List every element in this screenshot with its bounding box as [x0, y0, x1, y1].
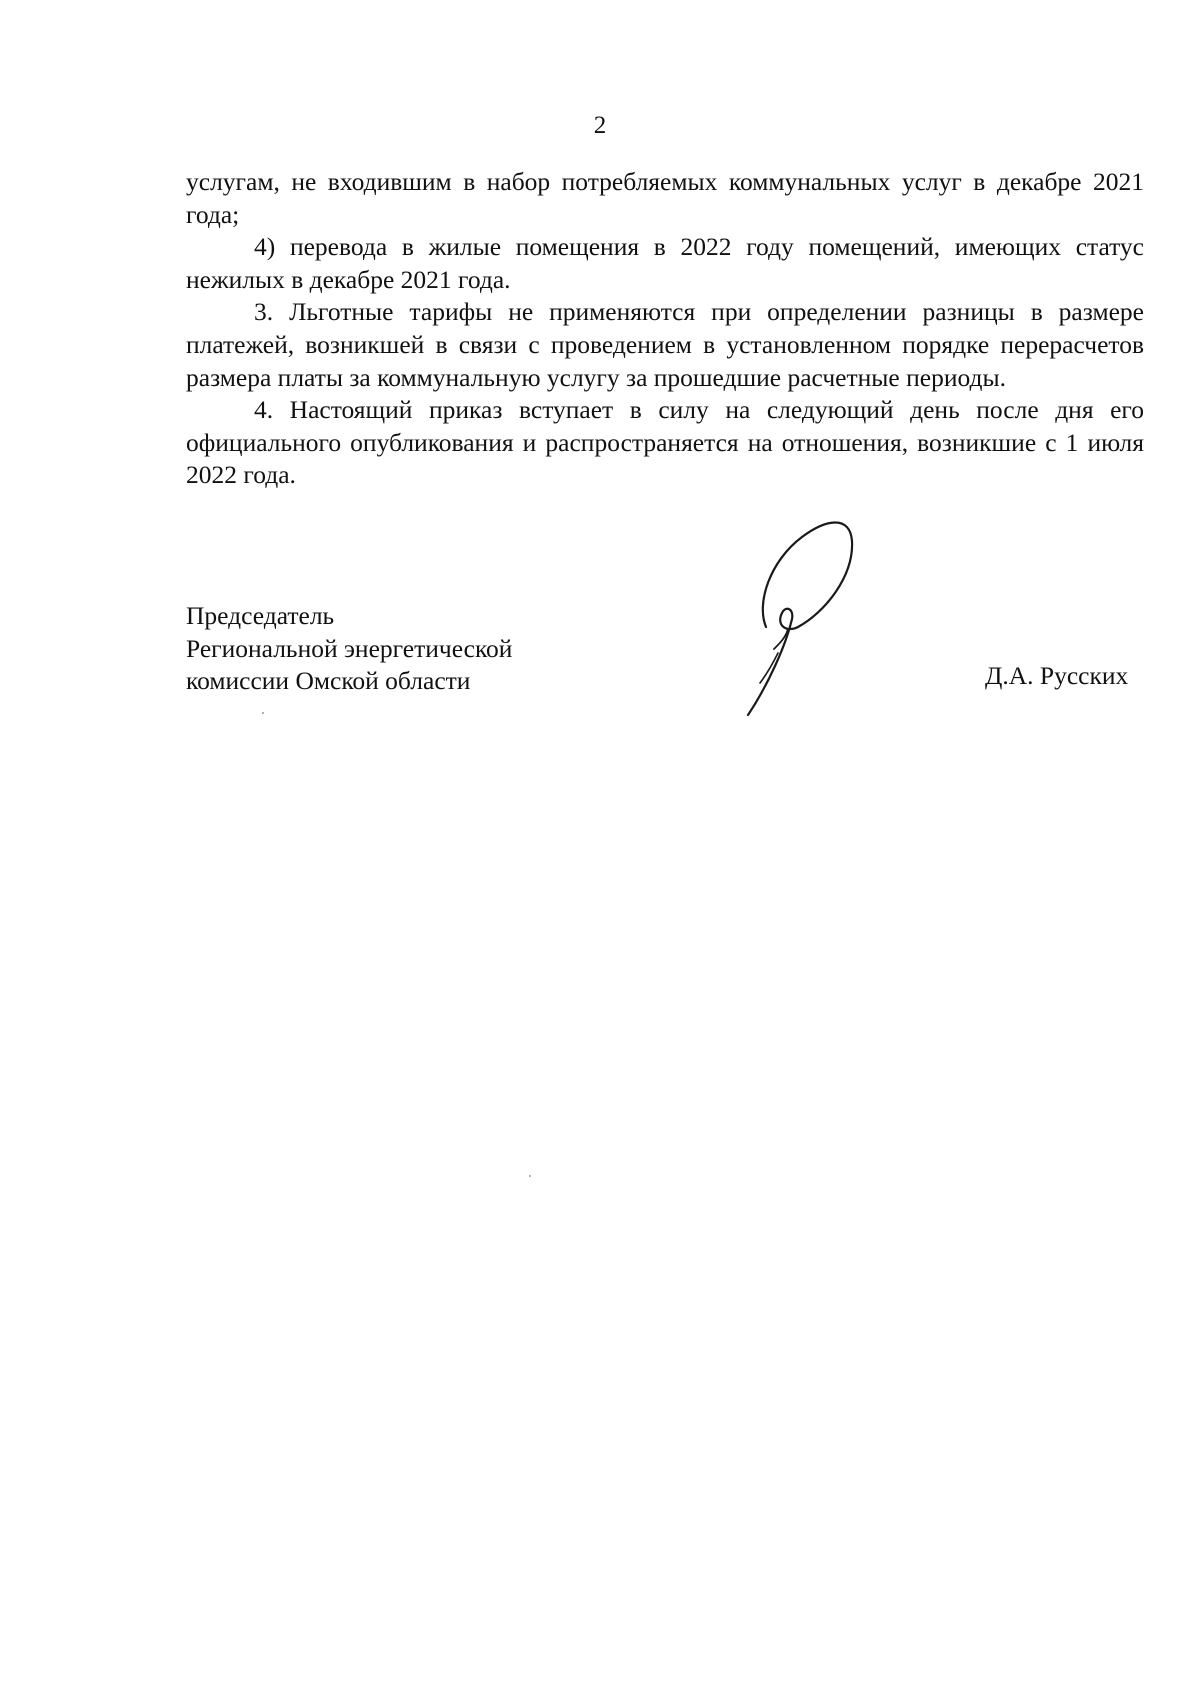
scan-speck — [262, 712, 264, 714]
scan-speck — [529, 1175, 531, 1177]
paragraph-clause-3: 3. Льготные тарифы не применяются при определении разницы в размере платежей, возникшей в связи с проведением в установленном порядке перерасчетов размера платы за коммунальную услугу за прошедшие расчетные периоды. — [186, 297, 1144, 392]
paragraph-item-4: 4) перевода в жилые помещения в 2022 году помещений, имеющих статус нежилых в декабре 2021 года. — [186, 232, 1144, 294]
paragraph-clause-4: 4. Настоящий приказ вступает в силу на следующий день после дня его официального опубликования и распространяется на отношения, возникшие с 1 июля 2022 года. — [186, 395, 1144, 490]
signatory-title-line: Председатель — [186, 601, 335, 630]
signatory-name: Д.А. Русских — [985, 661, 1129, 690]
handwritten-signature — [740, 515, 940, 745]
page-number: 2 — [593, 112, 607, 139]
signatory-title-line: комиссии Омской области — [186, 666, 471, 696]
signatory-title — [186, 600, 512, 698]
document-body — [186, 166, 1144, 492]
paragraph-continuation: услугам, не входившим в набор потребляемых коммунальных услуг в декабре 2021 года; — [186, 167, 1144, 229]
signatory-title-line: Региональной энергетической — [186, 633, 513, 663]
